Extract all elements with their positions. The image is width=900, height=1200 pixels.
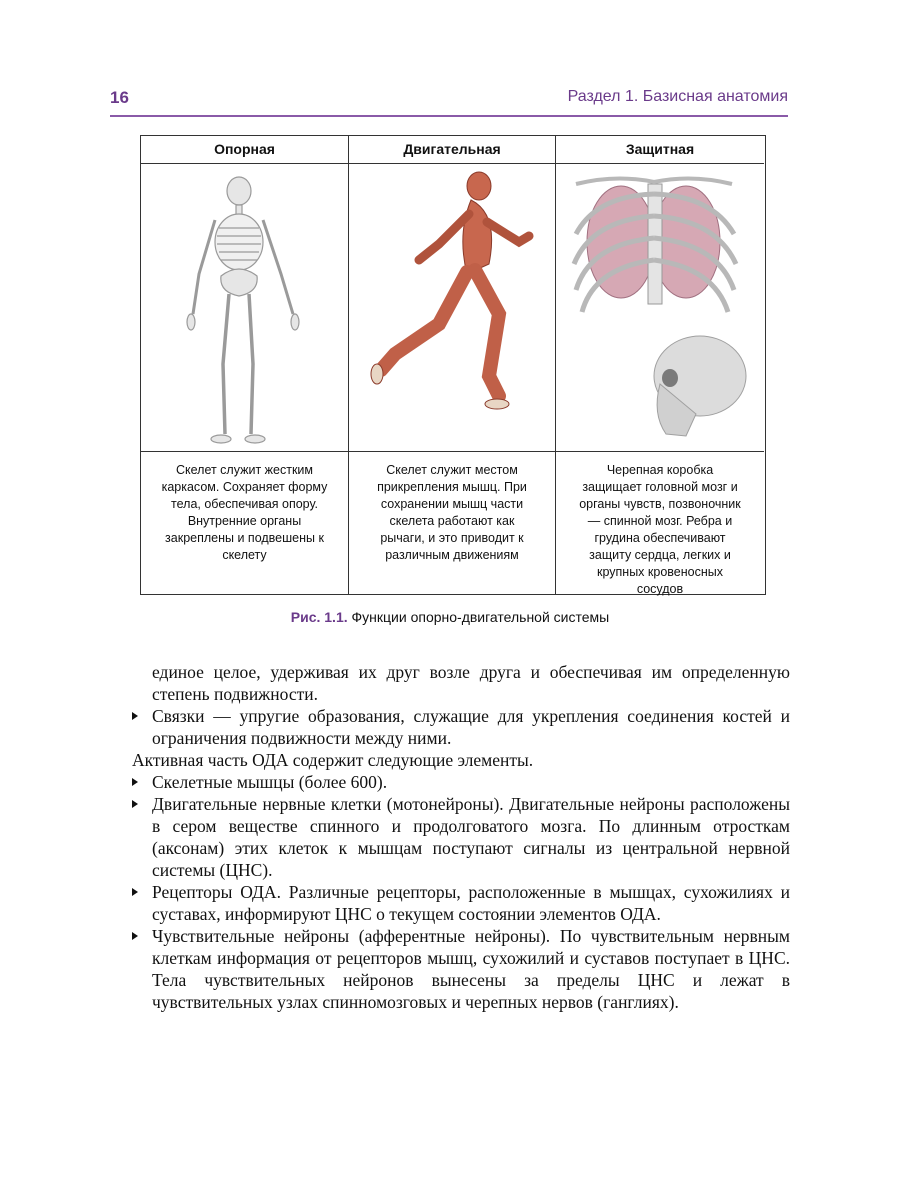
paragraph-continuation: единое целое, удерживая их друг возле друга и обеспечивая им определенную степень подвижности.: [152, 662, 790, 704]
body-text: [132, 661, 790, 1013]
bullet-icon: [132, 800, 138, 808]
ribcage-icon: [574, 178, 736, 312]
column-support: [141, 136, 349, 594]
figure-table: [140, 135, 766, 595]
column-protective: [556, 136, 764, 594]
list-item-text: Двигательные нервные клетки (мотонейроны). Двигательные нейроны расположены в сером веществе спинного и продолговатого мозга. По длинным отросткам (аксонам) этих клеток к мышцам поступают сигналы из центральной нервной системы (ЦНС).: [152, 794, 790, 880]
list-item-text: Скелетные мышцы (более 600).: [152, 772, 388, 792]
column-heading: Опорная: [141, 136, 348, 164]
list-item: [132, 925, 790, 1013]
page-number: 16: [110, 88, 129, 107]
paragraph-active-part: Активная часть ОДА содержит следующие элементы.: [132, 750, 534, 770]
list-item: [132, 793, 790, 881]
column-heading: Двигательная: [349, 136, 555, 164]
skull-icon: [654, 336, 746, 436]
column-description: Черепная коробка защищает головной мозг и органы чувств, позвоночник — спинной мозг. Ребра и грудина обеспечивают защиту сердца, легких и крупных кровеносных сосудов: [556, 451, 764, 596]
column-description: Скелет служит жестким каркасом. Сохраняет форму тела, обеспечивая опору. Внутренние органы закреплены и подвешены к скелету: [141, 451, 348, 596]
caption-text: Функции опорно-двигательной системы: [347, 609, 610, 625]
column-heading: Защитная: [556, 136, 764, 164]
caption-label: Рис. 1.1.: [290, 609, 348, 625]
header-divider: [110, 115, 788, 117]
list-item: [132, 705, 790, 749]
list-item-text: Чувствительные нейроны (афферентные нейроны). По чувствительным нервным клеткам информация от рецепторов мышц, сухожилий и суставов поступает в ЦНС. Тела чувствительных нейронов вынесены за пределы ЦНС и лежат в чувствительных узлах спинномозговых и черепных нервов (ганглиях).: [152, 926, 790, 1012]
bullet-icon: [132, 932, 138, 940]
page-header: [110, 88, 788, 112]
list-item: [132, 771, 790, 793]
list-item-text: Рецепторы ОДА. Различные рецепторы, расположенные в мышцах, сухожилиях и суставах, информируют ЦНС о текущем состоянии элементов ОДА.: [152, 882, 790, 924]
list-item: [132, 881, 790, 925]
bullet-icon: [132, 888, 138, 896]
section-title: Раздел 1. Базисная анатомия: [567, 88, 788, 105]
column-motor: [349, 136, 556, 594]
list-item-text: Связки — упругие образования, служащие для укрепления соединения костей и ограничения подвижности между ними.: [152, 706, 790, 748]
bullet-icon: [132, 778, 138, 786]
figure-caption: [0, 609, 900, 625]
bullet-icon: [132, 712, 138, 720]
column-description: Скелет служит местом прикрепления мышц. При сохранении мышц части скелета работают как рычаги, и это приводит к различным движениям: [349, 451, 555, 596]
